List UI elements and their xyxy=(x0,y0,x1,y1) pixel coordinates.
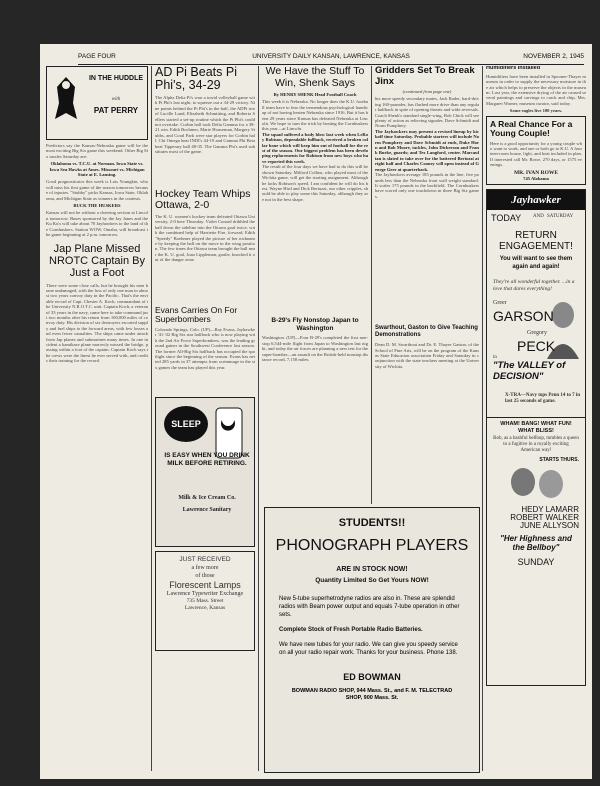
june-name: JUNE ALLYSON xyxy=(520,521,579,531)
issue-date: NOVEMBER 2, 1945 xyxy=(523,53,584,60)
bomber-headline: B-29's Fly Nonstop Japan to Washington xyxy=(271,317,359,332)
phono-para-2: Complete Stock of Fresh Portable Radio Batteries. xyxy=(279,626,423,633)
huddle-box xyxy=(46,66,148,140)
column-rule xyxy=(258,66,259,771)
buck-heading: BUCK THE HUSKERS xyxy=(73,203,121,209)
shenk-text: This week it is Nebraska. No longer does the K.U. football team have to fear the tremendous psychological handicap of not having beaten Nebraska since 1916. But it has been 29 years since Kansas has defeated Nebraska at Lincoln. We hope to turn the trick by beating the Cornhuskers this year—at Lincoln. xyxy=(262,99,368,132)
eagles-note: Some eagles live 100 years. xyxy=(509,108,563,114)
sleep-sanitary: Lawrence Sanitary xyxy=(182,507,232,513)
lamp-line-3: of those xyxy=(195,573,215,579)
hockey-headline: Hockey Team Whips Ottawa, 2-0 xyxy=(155,188,251,211)
greer-label: Greer xyxy=(493,300,507,307)
robert-name: ROBERT WALKER xyxy=(510,513,579,523)
phono-headline: PHONOGRAPH PLAYERS xyxy=(275,536,469,554)
column-3 xyxy=(262,66,368,504)
gridders-bold: The Jayhawkers may present a revised lineup by kickoff time Saturday. Probable starters will include Norm Pumphrey and Dave Schmidt at ends, Duke Horn and Bob Moore, tackles, John Dickerson and Frank Burke, guards; and Tex Langford, center. Marcaulian is slated to take over for the battered Bertozzi at right half and Charles Cooney will open instead of George Geer at quarterback. xyxy=(375,128,479,172)
lamp-line-1: JUST RECEIVED xyxy=(179,556,231,563)
newspaper-page xyxy=(40,44,592,779)
shenk-bold-text: The squad suffered a body blow last week when LeRoy Robison, dependable fullback, received a broken collar bone which will keep him out of football for the rest of the season. Our biggest problem has been developing replacements for Robison from new boys who have reported this week. xyxy=(262,131,368,164)
phono-students: STUDENTS!! xyxy=(338,517,406,529)
sleep-ad xyxy=(155,397,255,547)
jay-return: RETURN ENGAGEMENT! xyxy=(499,230,573,253)
her-highness-title: "Her Highness and the Bellboy" xyxy=(500,533,572,552)
shenk-text-2: The result of the four days we have had to do this will be shown Saturday. Milford Collins, who played most of the Wichita game, will get the starting assignment. Although he lacks Robison's speed, I am confident he will do his best. Wayne Hird and Dick Bertuzzi, our other cripples, should be able to play some this Saturday, although they are not in the best shape. xyxy=(262,164,368,202)
jay-love: They're all wonderful together. ...in a love that dares everything! xyxy=(493,279,575,293)
column-1 xyxy=(46,66,148,771)
jay-today: TODAY xyxy=(491,213,522,224)
starts-label: STARTS THURS. xyxy=(539,457,579,464)
lamp-line-5: Lawrence Typewriter Exchange xyxy=(166,591,244,597)
couple-illustration xyxy=(493,466,579,506)
sleep-brand: SLEEP xyxy=(164,406,208,442)
real-chance-sign-2: 745 Alabama xyxy=(523,176,549,182)
xtra-note: X-TRA—Navy tops Penn 14 to 7 in last 25 seconds of game. xyxy=(505,393,581,405)
jayhawker-banner: Jayhawker xyxy=(487,190,585,210)
column-2 xyxy=(155,66,255,771)
lamp-line-4: Florescent Lamps xyxy=(169,580,241,590)
game-list: Oklahoma vs. T.C.U. at Norman. Iowa State vs. Iowa Sea Hawks at Ames. Missouri vs. Michigan State at E. Lansing. xyxy=(49,161,145,178)
adpi-story: The Alpha Delta Pi's won a torrid volleyball game with Pi Phi's last night, to squeeze out a 34-29 victory. Nine points behind the Pi Phi's in the half, the ADPi trio of Lucille Lund, Elizabeth Schmitting, and Roberta Sellers started a set-up routine which the Pi Phi's could not overtake. Corbin hall took Delta Gamma for a 38-21 win. Edith Bochmer, Marie Houseman, Margery Stubbs, and Coral Park were star players for Corbin hall. Chi Omega beat INDI's 44-19 and Gamma Phi Beta beat Tipperary hall 48-35. The Gamma Phi's used substitutes most of the game. xyxy=(155,95,255,155)
swarthout-headline: Swarthout, Gaston to Give Teaching Demonstrations xyxy=(375,325,478,339)
lamp-line-6: 735 Mass. Street xyxy=(186,598,224,604)
bob-text: Bob, as a bashful bellhop, tumbles a queen to a fugitive in a royally exciting American way! xyxy=(493,436,579,454)
phono-para-3: We have new tubes for your radio. We can give you speedy service on all your radio repair work. Thanks for your business. Phone 138. xyxy=(279,641,458,656)
sleep-company: Milk & Ice Cream Co. xyxy=(178,495,236,501)
garson-name: GARSON xyxy=(493,308,554,325)
gregory-label: Gregory xyxy=(527,330,547,337)
real-chance-headline: A Real Chance For a Young Couple! xyxy=(490,118,573,139)
jay-and: AND xyxy=(533,214,544,220)
humid-story: Humidifiers have been installed in Spooner-Thayer museum in order to supply the necessary moisture in the air which helps to preserve the objects in the museum. Last year, the extensive drying of the air caused several paintings and carvings to crack and chip, Mrs. Margaret Warner, museum curator, said today. xyxy=(486,73,586,106)
column-5 xyxy=(486,66,586,771)
phono-address: BOWMAN RADIO SHOP, 944 Mass. St., and F. M. TELECTRAD SHOP, 900 Mass. St. xyxy=(291,688,453,702)
column-author: PAT PERRY xyxy=(93,106,139,115)
column-title: IN THE HUDDLE xyxy=(88,75,144,82)
page-number: PAGE FOUR xyxy=(78,53,116,60)
jap-story: There were some close calls, but he brought his men home undamaged, with the loss of only one man in almost two years convoy duty in the Pacific. That's the enviable record of Capt. Chester A. Koch, commandant of the University N.R.O.T.C. unit. Captain Koch, a veteran of 33 years in the navy, came here to take command just two months after his return from 100,000 miles of convoy duty. His division of six destroyers escorted supply and fuel ships to the forward areas, with few losses and even fewer casualties. The ships came under attack from Jap planes and submarines many times. In one incident a kamikaze plane narrowly missed the bridge, passing within a foot of the captain. Captain Koch says the crews were the finest he ever served with, and credits their training for the record. xyxy=(46,282,148,364)
hedy-name: HEDY LAMARR xyxy=(521,504,579,514)
valley-in: in xyxy=(493,355,497,361)
evans-headline: Evans Carries On For Superbombers xyxy=(155,305,238,324)
real-chance-text: Here is a good opportunity for a young couple who want to work, and one or both go to K.U. A fourteen-room house, light, and heat included in plan. If interested call Mr. Rowe, 270 days, or 1575 evenings. xyxy=(490,140,582,168)
huddle-text: Predictors say the Kansas-Nebraska game will be the most exciting Big Six game this weekend. Other Big Six tussles Saturday are: xyxy=(46,143,148,159)
phono-name: ED BOWMAN xyxy=(343,671,401,682)
jay-saturday: SATURDAY xyxy=(547,214,574,220)
eagle-icon xyxy=(51,73,81,125)
gridders-text: his more speedy secondary mates, Jack Rader, hard-driving 160-pounder, has flashed more drive than any regular halfback in spite of opening threats and wide reversals. Coach Shenk's standard single-wing, Bob Chick will see plenty of action as relieving signaler, Dave Schmidt and Norm Pumphrey. xyxy=(375,96,479,129)
wham-text: WHAM! BANG! WHAT FUN! WHAT BLISS! xyxy=(500,421,572,434)
phono-para-1: New 5-tube superhetrodyne radios are also in. These are splendid radios with Beam power output and equals 7-tube operation in other sets. xyxy=(279,595,460,618)
huddle-text-2: Good prognosticator this week is Lois Youngkin, who will miss his first game of the season tomorrow because of injuries. "Stubby" picks Kansas, Iowa State, Oklahoma, and Michigan State as winners in the contests. xyxy=(46,179,148,201)
shenk-byline: By HENRY SHENK Head Football Coach xyxy=(273,92,357,97)
gridders-headline: Gridders Set To Break Jinx xyxy=(375,66,475,87)
page-header xyxy=(78,52,584,65)
valley-title: "The VALLEY of DECISION" xyxy=(493,360,566,382)
jayhawker-ad xyxy=(486,189,586,686)
buck-text: Kansas will not be without a cheering section at Lincoln tomorrow. Buses sponsored by the Jay Janes and the Ku Ku's will take about 70 Jayhawkers to the land of the Cornhuskers. Station WOW, Omaha, will broadcast the game beginning at 2 p.m. tomorrow. xyxy=(46,210,148,238)
lamp-line-7: Lawrence, Kansas xyxy=(184,605,226,611)
hockey-story: The K. U. women's hockey team defeated Ottawa University, 2-0 here Thursday. Violet Conard dribbled the ball down the sideline into the Ottawa goal twice, with the combined help of Harriette Fire, forward. Edith "Speedy" Boehmer played the picture of her nickname by keeping the ball on the move in the wing position. The few times the Ottawa team brought the ball near the K. U. goal, Joan Lippleman, goalie, knocked it out of the danger zone. xyxy=(155,214,255,263)
bomber-story: Washington. (UP)—Four B-29's completed the first non-stop 6,544-mile flight from Japan to Washington last night, and today the air forces are planning a new test for the super-bomber—an assault on the British-held nonstop distance record, 7,158 miles. xyxy=(262,335,368,362)
peck-name: PECK xyxy=(517,338,556,355)
swarthout-story: Dean D. M. Swarthout and Dr. E. Thayer Gaston, of the School of Fine Arts, will be on the program of the Kansas State Education association Friday and Saturday in conjunction with the state teachers meeting at the University of Wichita. xyxy=(375,342,479,369)
sleep-line: IS EASY WHEN YOU DRINK MILK BEFORE RETIRING. xyxy=(164,452,250,467)
adpi-headline: AD Pi Beats Pi Phi's, 34-29 xyxy=(155,66,237,92)
gridders-text-2: The Jayhawkers average 185 pounds in the line, five pounds less than the Nebraska front wall weight standard. It scales 175 pounds in the backfield. The Cornhuskers have scored only one touchdown in three Big Six games. xyxy=(375,172,479,199)
evans-story: Colorado Springs, Colo. (UP)—Ray Evans, Jayhawker '41-'42 Big Six star halfback who is now playing with the 2nd Air Force Superbombers, was the leading ground gainer in the Southwest Conference last season. The former All-Big Six halfback has occupied the spotlight since the beginning of the season. Evans has netted 285 yards in 37 attempts from scrimmage in the six games the team has played this year. xyxy=(155,327,255,370)
phono-quantity: Quantity Limited So Get Yours NOW! xyxy=(315,576,429,584)
phono-instock: ARE IN STOCK NOW! xyxy=(336,566,408,574)
paper-title: UNIVERSITY DAILY KANSAN, LAWRENCE, KANSAS xyxy=(252,53,410,60)
sunday-label: SUNDAY xyxy=(517,556,555,567)
jay-see: You will want to see them again and again! xyxy=(499,256,573,270)
phonograph-ad xyxy=(264,507,480,773)
real-chance-sign-1: MR. IVAN ROWE xyxy=(513,169,559,176)
column-with: with xyxy=(111,97,121,102)
column-rule xyxy=(371,66,372,504)
column-rule xyxy=(151,66,152,771)
lamp-line-2: a few more xyxy=(191,565,219,571)
column-4 xyxy=(375,66,479,504)
lamp-ad xyxy=(155,551,255,651)
humid-headline: Humidifiers Installed xyxy=(486,66,541,71)
shenk-headline: We Have the Stuff To Win, Shenk Says xyxy=(265,66,365,89)
continued-note: (continued from page one) xyxy=(402,89,452,94)
real-chance-ad xyxy=(486,116,586,186)
column-rule xyxy=(482,66,483,771)
jap-headline: Jap Plane Missed NROTC Captain By Just a Foot xyxy=(49,242,145,279)
